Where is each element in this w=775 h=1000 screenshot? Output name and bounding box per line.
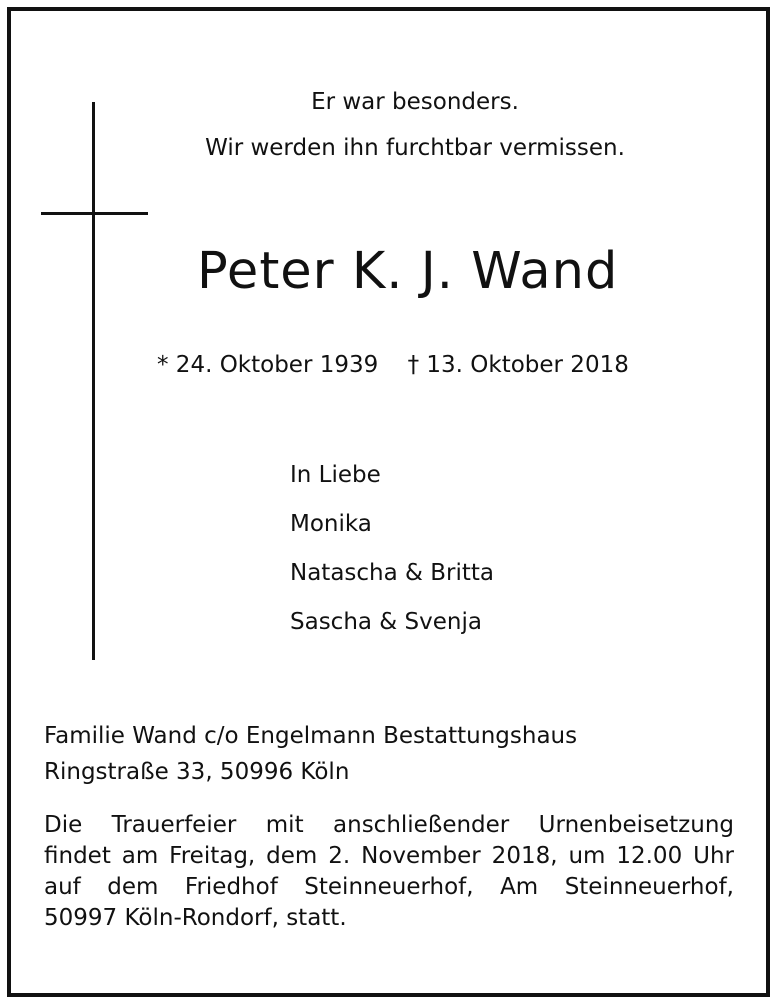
- mourners-list: [290, 464, 494, 660]
- mourners-line: In Liebe: [290, 462, 381, 488]
- address-line-2: Ringstraße 33, 50996 Köln: [44, 759, 350, 785]
- quote-line-1: Er war besonders.: [311, 89, 519, 115]
- death-date: 13. Oktober 2018: [426, 352, 629, 378]
- notice-line: Die Trauerfeier mit anschließender Urnenbeisetzung: [44, 812, 734, 838]
- life-dates: [157, 354, 629, 377]
- cross-horizontal-bar: [41, 212, 148, 215]
- notice-line: 50997 Köln-Rondorf, statt.: [44, 905, 347, 931]
- dagger-icon: †: [407, 352, 420, 378]
- mourners-line: Monika: [290, 511, 372, 537]
- contact-address: [44, 718, 577, 790]
- mourners-line: Sascha & Svenja: [290, 609, 482, 635]
- address-line-1: Familie Wand c/o Engelmann Bestattungshaus: [44, 723, 578, 749]
- cross-vertical-bar: [92, 102, 95, 660]
- quote-line-2: Wir werden ihn furchtbar vermissen.: [205, 135, 625, 161]
- notice-line: findet am Freitag, dem 2. November 2018, um 12.00 Uhr: [44, 843, 734, 869]
- mourners-line: Natascha & Britta: [290, 560, 495, 586]
- deceased-name: Peter K. J. Wand: [197, 242, 619, 301]
- service-notice: [44, 810, 734, 934]
- birth-date: * 24. Oktober 1939: [157, 352, 379, 378]
- notice-line: auf dem Friedhof Steinneuerhof, Am Steinneuerhof,: [44, 874, 734, 900]
